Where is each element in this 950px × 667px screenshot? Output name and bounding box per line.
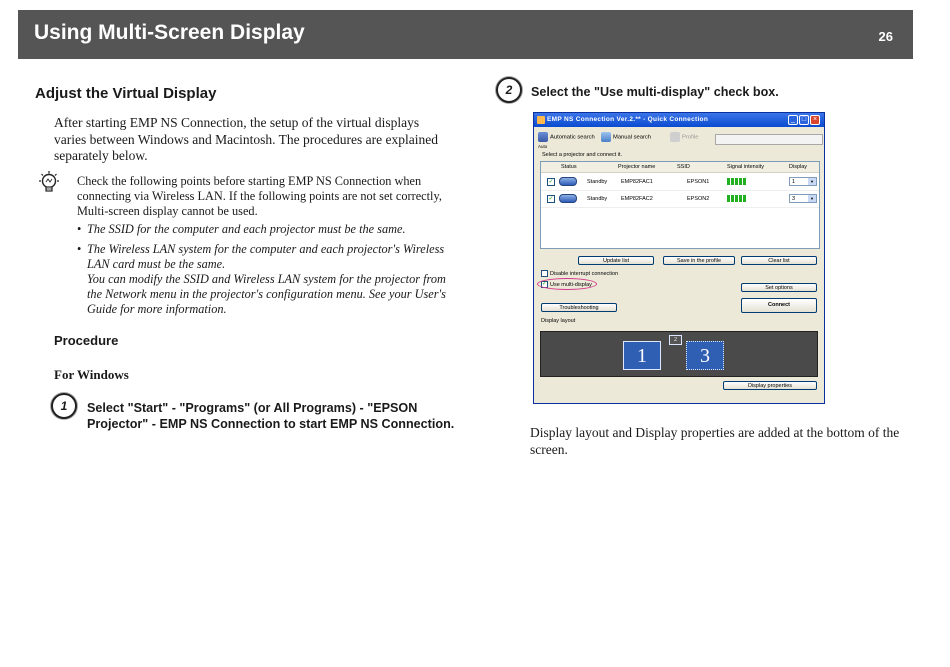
page-header — [18, 10, 913, 59]
status-cell: Standby — [587, 196, 608, 202]
manual-search-icon — [601, 132, 611, 142]
column-display[interactable]: Display — [789, 164, 808, 170]
save-profile-button[interactable]: Save in the profile — [663, 256, 735, 265]
name-cell: EMP82FAC2 — [621, 196, 653, 202]
lightbulb-icon — [36, 170, 62, 196]
requirements-list — [77, 222, 462, 322]
dialog-title: EMP NS Connection Ver.2.** - Quick Connection — [547, 116, 709, 123]
column-status[interactable]: Status — [561, 164, 577, 170]
page-title: Using Multi-Screen Display — [34, 21, 305, 44]
profile-combo[interactable] — [715, 134, 823, 145]
display-select[interactable]: 3 ▼ — [789, 194, 817, 203]
list-item — [77, 242, 462, 317]
maximize-button[interactable]: □ — [799, 115, 809, 125]
display-2-tile[interactable]: 2 — [669, 335, 682, 345]
update-list-button[interactable]: Update list — [578, 256, 654, 265]
projector-icon — [559, 177, 577, 186]
display-layout-panel — [540, 331, 818, 377]
troubleshooting-button[interactable]: Troubleshooting — [541, 303, 617, 312]
chevron-down-icon: ▼ — [808, 178, 816, 185]
profile-button[interactable]: Profile — [670, 132, 698, 146]
projector-list — [540, 161, 820, 249]
section-title: Adjust the Virtual Display — [35, 85, 217, 102]
signal-meter — [727, 195, 749, 202]
auto-search-icon — [538, 132, 548, 142]
toolbar — [538, 132, 823, 148]
signal-meter — [727, 178, 749, 185]
list-item: • The SSID for the computer and each projector must be the same. — [77, 222, 462, 237]
ssid-cell: EPSON2 — [687, 196, 710, 202]
list-item-extra: You can modify the SSID and Wireless LAN system for the projector from the Network menu in the projector's configuration menu. See your User's Guide for more information. — [87, 272, 446, 316]
close-button[interactable]: × — [810, 115, 820, 125]
chevron-down-icon: ▼ — [808, 195, 816, 202]
display-3-tile[interactable]: 3 — [686, 341, 724, 370]
automatic-search-button[interactable]: Automatic search — [538, 132, 595, 146]
display-layout-label: Display layout — [541, 318, 576, 324]
list-header — [541, 162, 819, 173]
projector-icon — [559, 194, 577, 203]
status-cell: Standby — [587, 179, 608, 185]
dialog-titlebar[interactable] — [534, 113, 824, 127]
display-1-tile[interactable]: 1 — [623, 341, 661, 370]
row-checkbox[interactable]: ✓ — [548, 179, 554, 185]
intro-paragraph: After starting EMP NS Connection, the setup of the virtual displays varies between Windows and Macintosh. The procedures are explained separately below. — [54, 115, 438, 163]
connect-button[interactable]: Connect — [741, 298, 817, 313]
step-2-text: Select the "Use multi-display" check box. — [531, 85, 779, 99]
procedure-heading: Procedure — [54, 333, 119, 348]
page-number: 26 — [878, 29, 893, 44]
table-row[interactable] — [541, 174, 819, 191]
app-icon — [537, 116, 545, 124]
list-item-text: The Wireless LAN system for the computer and each projector's Wireless LAN card must be the same. — [87, 242, 445, 271]
highlight-ellipse — [537, 278, 597, 290]
display-properties-button[interactable]: Display properties — [723, 381, 817, 390]
disable-interrupt-checkbox[interactable]: Disable interrupt connection — [541, 270, 618, 277]
caption-paragraph: Display layout and Display properties are added at the bottom of the screen. — [530, 425, 900, 457]
note-text: Check the following points before starting EMP NS Connection when connecting via Wireless LAN. If the following points are not set correctly, Multi-screen display cannot be used. — [77, 174, 442, 218]
for-windows-heading: For Windows — [54, 367, 129, 382]
quick-connection-dialog — [533, 112, 825, 404]
display-select[interactable]: 1 ▼ — [789, 177, 817, 186]
set-options-button[interactable]: Set options — [741, 283, 817, 292]
step-1-number: 1 — [51, 393, 77, 419]
row-checkbox[interactable]: ✓ — [548, 196, 554, 202]
use-multi-display-checkbox[interactable]: ✓ Use multi-display — [542, 281, 592, 288]
table-row[interactable] — [541, 191, 819, 208]
step-2-number: 2 — [496, 77, 522, 103]
column-projector-name[interactable]: Projector name — [618, 164, 656, 170]
manual-search-button[interactable]: Manual search — [601, 132, 651, 146]
column-ssid[interactable]: SSID — [677, 164, 690, 170]
select-prompt: Select a projector and connect it. — [542, 152, 623, 158]
minimize-button[interactable]: _ — [788, 115, 798, 125]
clear-list-button[interactable]: Clear list — [741, 256, 817, 265]
name-cell: EMP82FAC1 — [621, 179, 653, 185]
column-signal[interactable]: Signal intensity — [727, 164, 764, 170]
profile-icon — [670, 132, 680, 142]
ssid-cell: EPSON1 — [687, 179, 710, 185]
step-1-text: Select "Start" - "Programs" (or All Programs) - "EPSON Projector" - EMP NS Connection to start EMP NS Connection. — [87, 401, 455, 431]
auto-label: Auto — [538, 144, 548, 149]
